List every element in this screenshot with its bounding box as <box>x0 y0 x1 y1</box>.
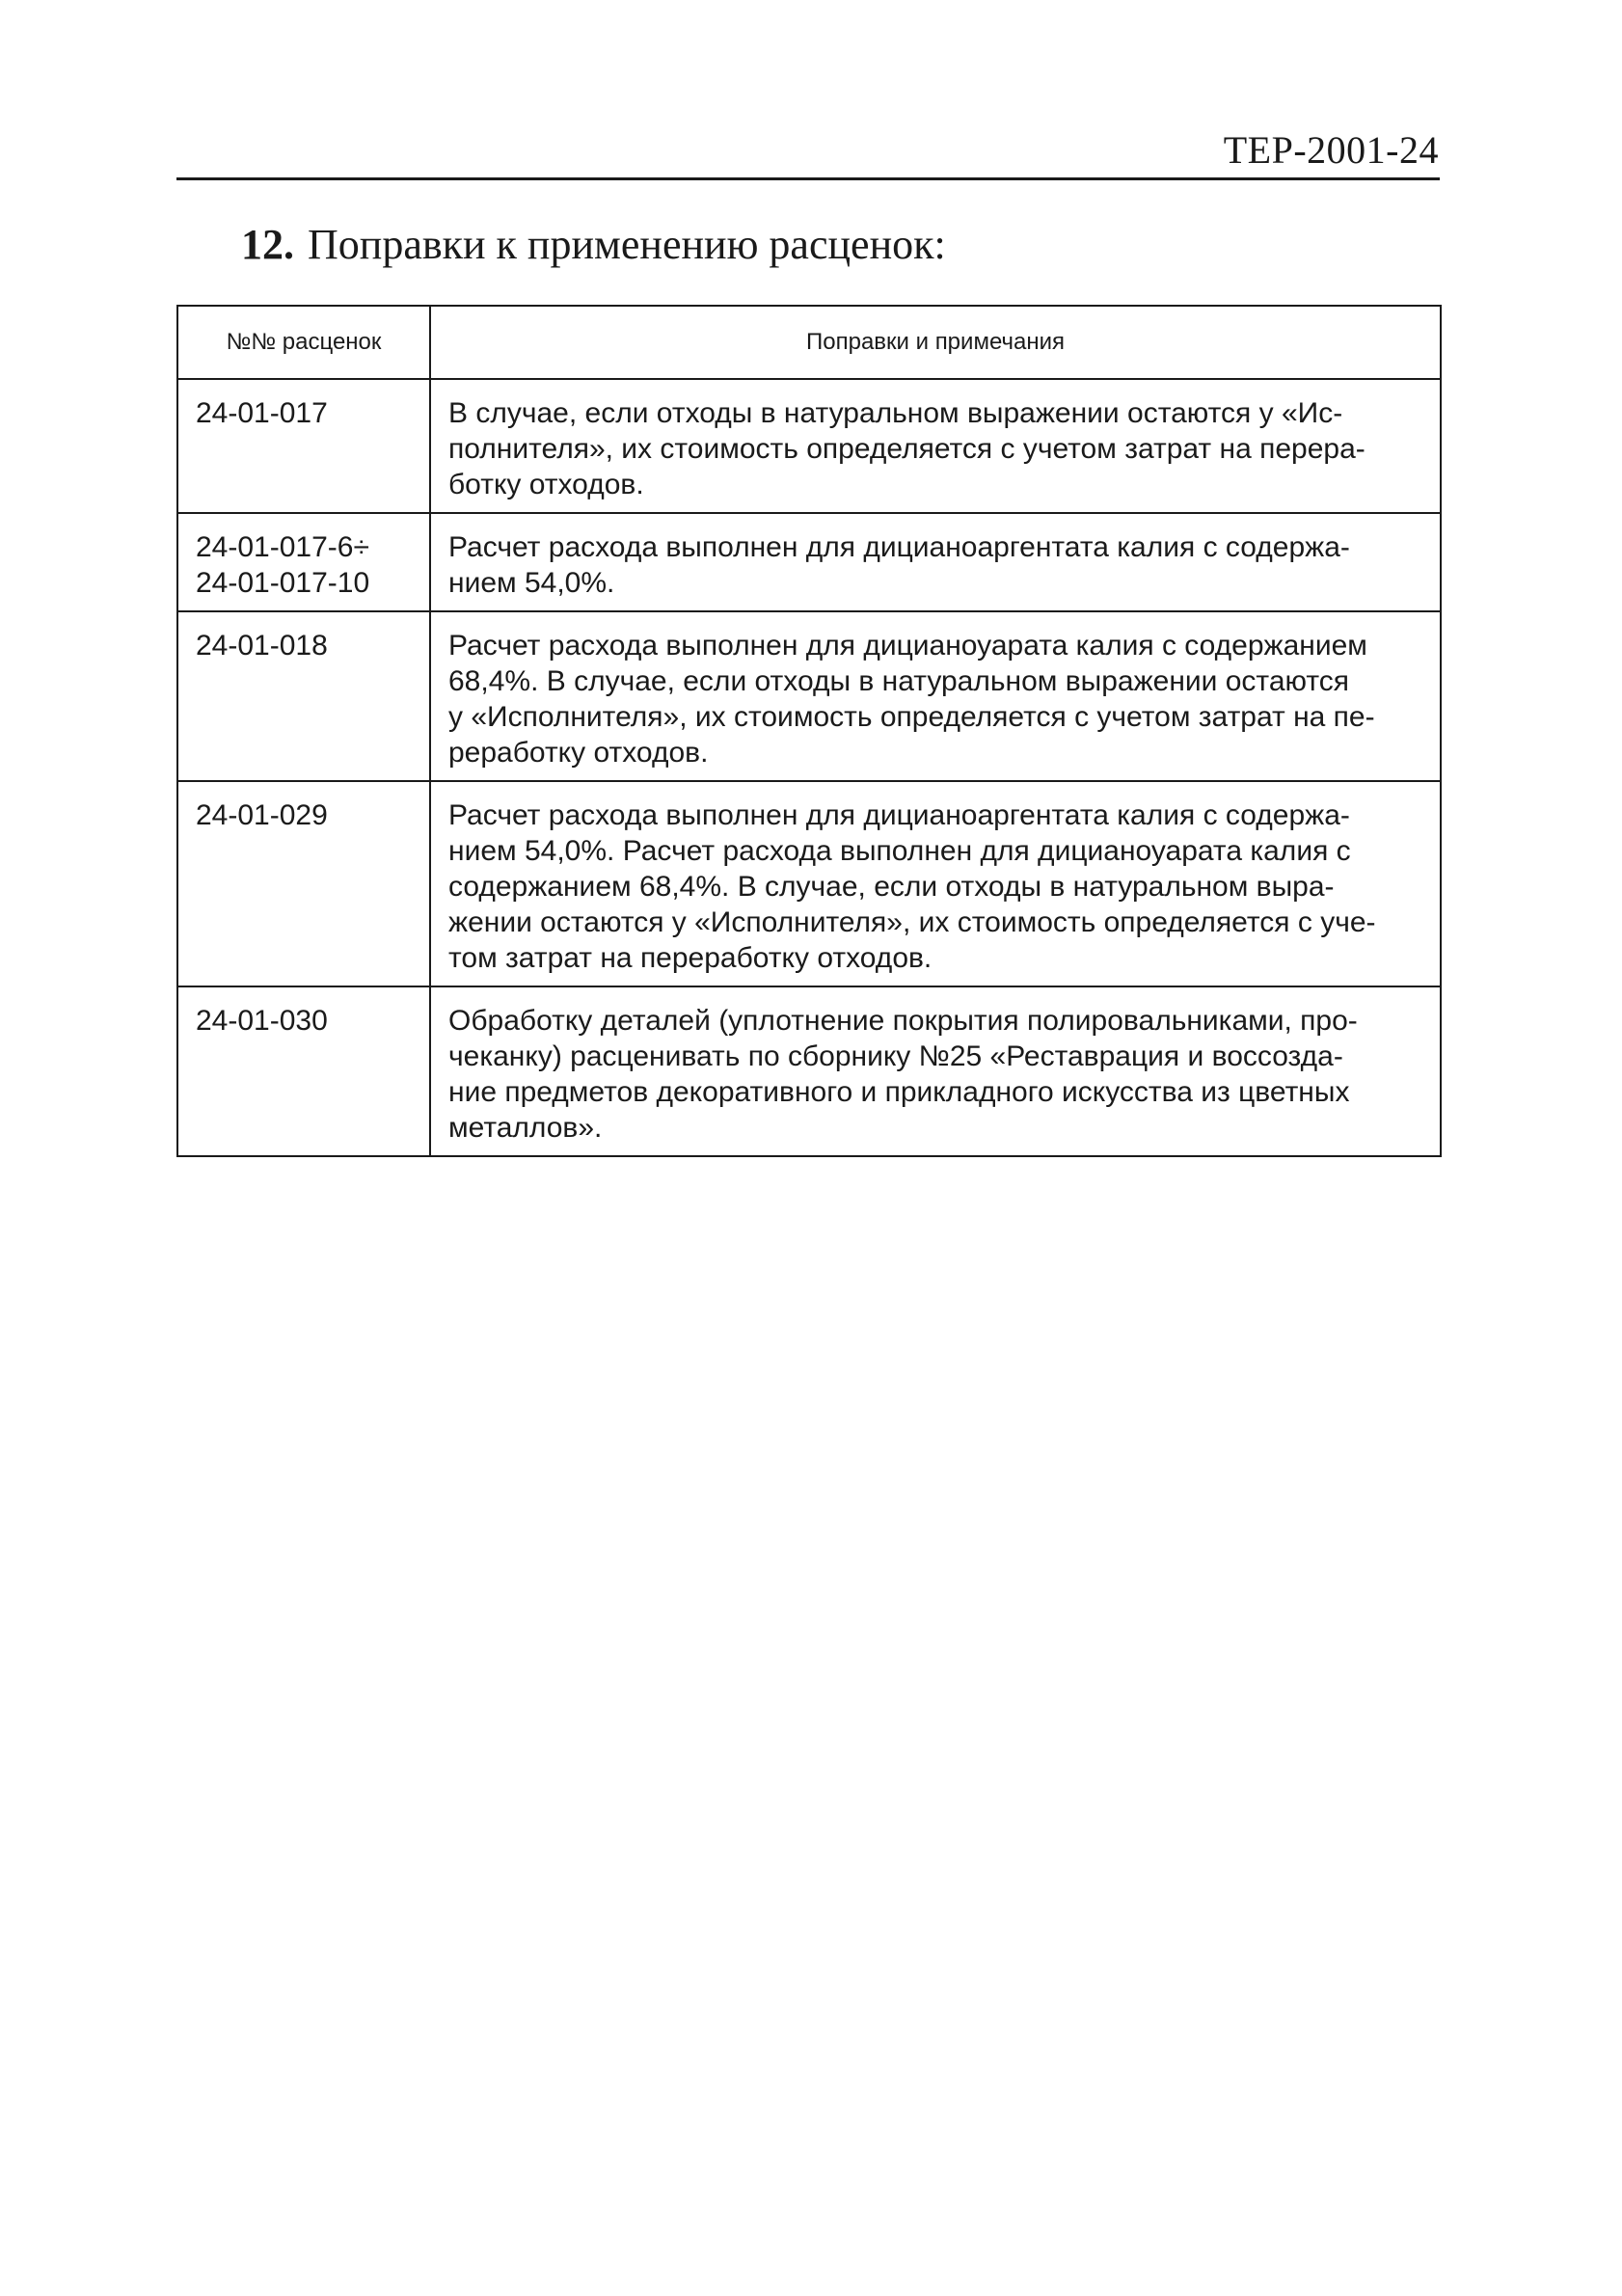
note-line: содержанием 68,4%. В случае, если отходы в натуральном выра- <box>448 871 1335 903</box>
header-divider <box>176 177 1440 180</box>
rate-code: 24-01-029 <box>196 799 328 831</box>
column-header-codes: №№ расценок <box>177 306 430 379</box>
note-cell <box>430 781 1441 986</box>
rate-code: 24-01-017 <box>196 397 328 429</box>
rate-code-cell <box>177 781 430 986</box>
note-line: Расчет расхода выполнен для дицианоуарата калия с содержанием <box>448 630 1367 662</box>
table-header-row <box>177 306 1441 379</box>
note-line: ние предметов декоративного и прикладного искусства из цветных <box>448 1076 1350 1108</box>
note-line: полнителя», их стоимость определяется с учетом затрат на перера- <box>448 433 1365 465</box>
note-cell <box>430 379 1441 513</box>
document-code: ТЕР-2001-24 <box>1223 128 1439 172</box>
table-row <box>177 513 1441 611</box>
rate-code: 24-01-030 <box>196 1005 328 1037</box>
column-header-notes: Поправки и примечания <box>430 306 1441 379</box>
table-row <box>177 611 1441 781</box>
note-line: нием 54,0%. Расчет расхода выполнен для дицианоуарата калия с <box>448 835 1351 867</box>
note-line: Расчет расхода выполнен для дицианоаргентата калия с содержа- <box>448 531 1350 563</box>
note-line: ботку отходов. <box>448 469 644 500</box>
section-title: Поправки к применению расценок: <box>308 221 946 268</box>
rate-code-cell <box>177 379 430 513</box>
note-line: чеканку) расценивать по сборнику №25 «Реставрация и воссозда- <box>448 1040 1343 1072</box>
note-line: жении остаются у «Исполнителя», их стоимость определяется с уче- <box>448 906 1376 938</box>
note-line: Расчет расхода выполнен для дицианоаргентата калия с содержа- <box>448 799 1350 831</box>
note-cell <box>430 513 1441 611</box>
note-cell <box>430 611 1441 781</box>
rate-code-cell <box>177 611 430 781</box>
rate-code-cell <box>177 513 430 611</box>
note-line: у «Исполнителя», их стоимость определяется с учетом затрат на пе- <box>448 701 1375 733</box>
rate-code: 24-01-018 <box>196 630 328 662</box>
note-line: реработку отходов. <box>448 737 709 769</box>
rate-code-cell <box>177 986 430 1156</box>
note-line: том затрат на переработку отходов. <box>448 942 933 974</box>
corrections-table <box>176 305 1442 1157</box>
table-row <box>177 379 1441 513</box>
note-line: Обработку деталей (уплотнение покрытия полировальниками, про- <box>448 1005 1358 1037</box>
rate-code: 24-01-017-10 <box>196 567 370 599</box>
rate-code: 24-01-017-6÷ <box>196 531 369 563</box>
note-line: 68,4%. В случае, если отходы в натуральном выражении остаются <box>448 665 1350 697</box>
note-line: В случае, если отходы в натуральном выражении остаются у «Ис- <box>448 397 1343 429</box>
table-row <box>177 781 1441 986</box>
table-row <box>177 986 1441 1156</box>
note-cell <box>430 986 1441 1156</box>
section-number: 12. <box>241 221 294 268</box>
section-heading <box>241 221 946 268</box>
note-line: металлов». <box>448 1112 603 1144</box>
note-line: нием 54,0%. <box>448 567 615 599</box>
table-body <box>177 379 1441 1156</box>
